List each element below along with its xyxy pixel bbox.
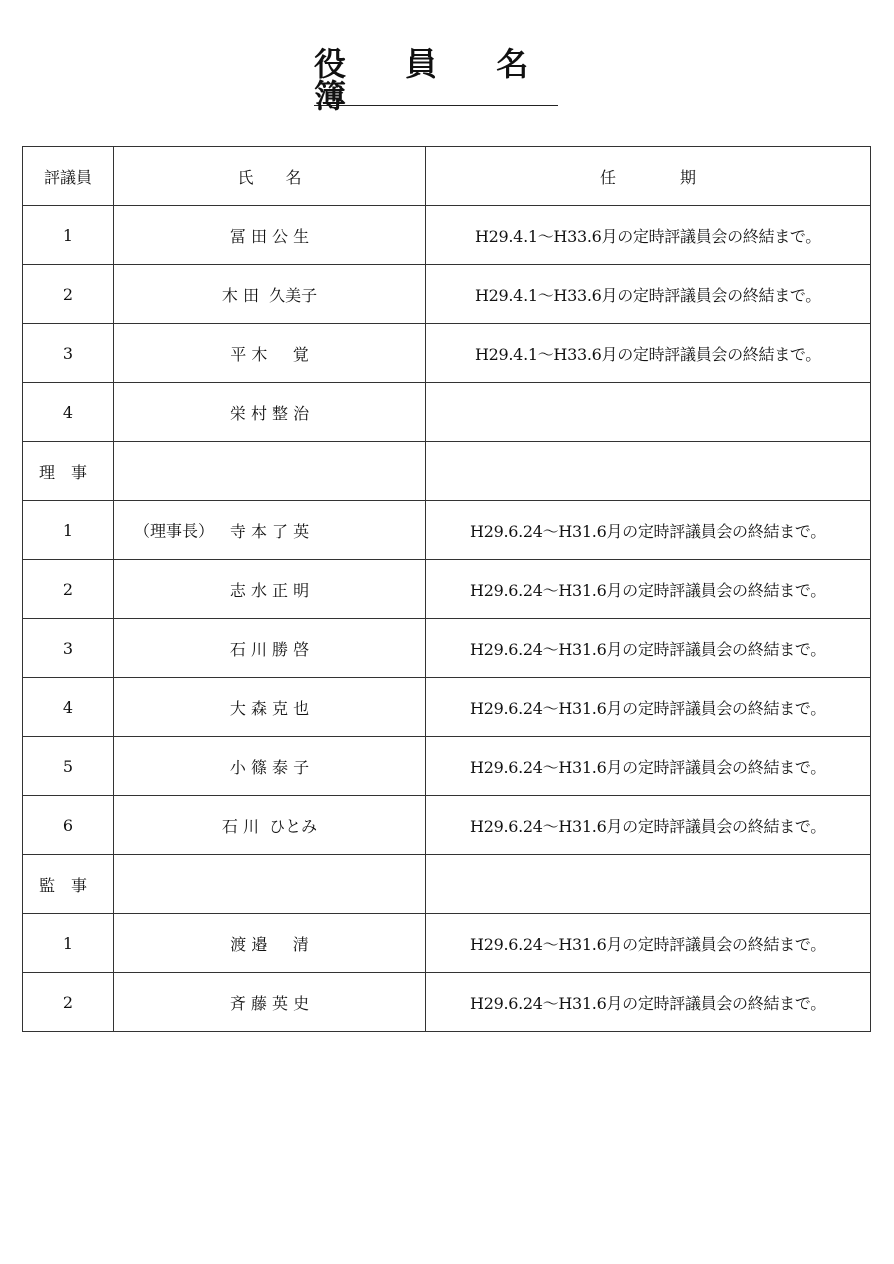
officer-name: 栄 村 整 治 — [229, 403, 310, 423]
officer-name-cell — [114, 973, 426, 1032]
section-label: 理 事 — [23, 442, 114, 501]
table-row — [23, 324, 871, 383]
section-term-empty — [426, 442, 871, 501]
table-row — [23, 796, 871, 855]
row-number: 1 — [23, 914, 114, 973]
row-number: 2 — [23, 973, 114, 1032]
officer-name-cell — [114, 501, 426, 560]
section-label: 監 事 — [23, 855, 114, 914]
row-number: 5 — [23, 737, 114, 796]
term-of-office: H29.6.24～H31.6月の定時評議員会の終結まで。 — [426, 737, 871, 796]
header-councilor: 評議員 — [23, 147, 114, 206]
row-number: 4 — [23, 383, 114, 442]
table-row — [23, 383, 871, 442]
officer-role: （理事長） — [134, 521, 215, 541]
term-of-office: H29.6.24～H31.6月の定時評議員会の終結まで。 — [426, 796, 871, 855]
officer-roster-table — [22, 146, 871, 1032]
table-row — [23, 973, 871, 1032]
row-number: 3 — [23, 619, 114, 678]
row-number: 1 — [23, 501, 114, 560]
officer-name: 石 川 勝 啓 — [229, 639, 310, 659]
section-name-empty — [114, 442, 426, 501]
term-of-office: H29.6.24～H31.6月の定時評議員会の終結まで。 — [426, 560, 871, 619]
officer-name: 渡 邉 清 — [230, 934, 309, 954]
table-row — [23, 678, 871, 737]
officer-name: 斉 藤 英 史 — [229, 993, 310, 1013]
document-title-text: 役 員 名 簿 — [314, 45, 553, 115]
term-of-office: H29.6.24～H31.6月の定時評議員会の終結まで。 — [426, 914, 871, 973]
header-term: 任 期 — [426, 147, 871, 206]
officer-name: 志 水 正 明 — [229, 580, 310, 600]
header-name: 氏 名 — [114, 147, 426, 206]
officer-name: 大 森 克 也 — [229, 698, 310, 718]
section-row — [23, 855, 871, 914]
officer-name-cell — [114, 619, 426, 678]
officer-name: 冨 田 公 生 — [229, 226, 310, 246]
officer-name-cell — [114, 737, 426, 796]
term-of-office — [426, 383, 871, 442]
officer-name: 木 田 久美子 — [221, 285, 318, 305]
officer-name-cell — [114, 914, 426, 973]
officer-name: 寺 本 了 英 — [229, 521, 310, 541]
section-name-empty — [114, 855, 426, 914]
term-of-office: H29.6.24～H31.6月の定時評議員会の終結まで。 — [426, 678, 871, 737]
row-number: 2 — [23, 265, 114, 324]
table-row — [23, 914, 871, 973]
term-of-office: H29.6.24～H31.6月の定時評議員会の終結まで。 — [426, 619, 871, 678]
table-row — [23, 737, 871, 796]
officer-name: 石 川 ひとみ — [221, 816, 318, 836]
term-of-office: H29.4.1～H33.6月の定時評議員会の終結まで。 — [426, 265, 871, 324]
row-number: 2 — [23, 560, 114, 619]
officer-name-cell — [114, 206, 426, 265]
term-of-office: H29.4.1～H33.6月の定時評議員会の終結まで。 — [426, 324, 871, 383]
officer-name: 小 篠 泰 子 — [229, 757, 310, 777]
officer-name-cell — [114, 796, 426, 855]
section-row — [23, 442, 871, 501]
officer-name-cell — [114, 383, 426, 442]
table-row — [23, 501, 871, 560]
table-row — [23, 560, 871, 619]
term-of-office: H29.6.24～H31.6月の定時評議員会の終結まで。 — [426, 501, 871, 560]
row-number: 4 — [23, 678, 114, 737]
row-number: 3 — [23, 324, 114, 383]
officer-name-cell — [114, 560, 426, 619]
document-title — [314, 45, 558, 115]
term-of-office: H29.6.24～H31.6月の定時評議員会の終結まで。 — [426, 973, 871, 1032]
officer-name-cell — [114, 678, 426, 737]
header-row — [23, 147, 871, 206]
table-row — [23, 619, 871, 678]
officer-name-cell — [114, 324, 426, 383]
officer-name-cell — [114, 265, 426, 324]
row-number: 6 — [23, 796, 114, 855]
table-row — [23, 265, 871, 324]
term-of-office: H29.4.1～H33.6月の定時評議員会の終結まで。 — [426, 206, 871, 265]
row-number: 1 — [23, 206, 114, 265]
section-term-empty — [426, 855, 871, 914]
officer-name: 平 木 覚 — [230, 344, 309, 364]
table-row — [23, 206, 871, 265]
